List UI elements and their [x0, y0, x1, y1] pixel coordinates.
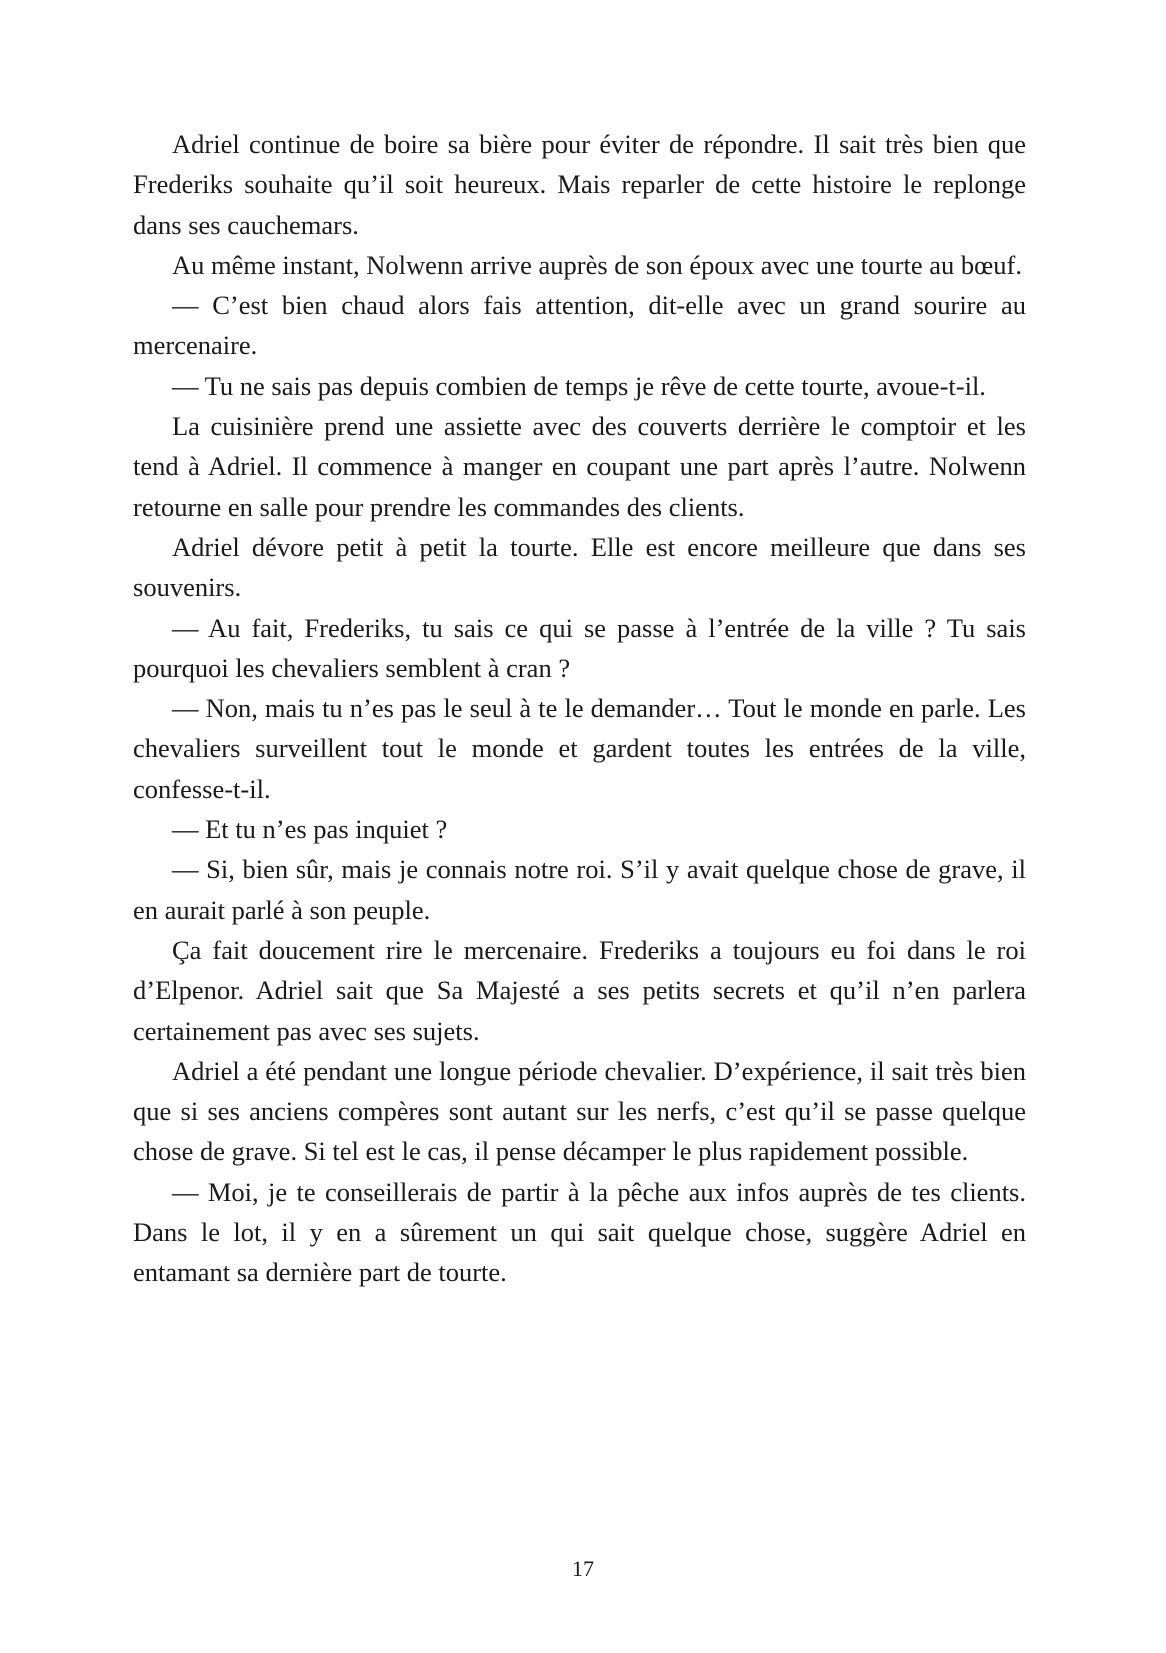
dialogue-line: — Et tu n’es pas inquiet ? — [172, 814, 448, 845]
dialogue-line: — Au fait, Frederiks, tu sais ce qui se passe à l’entrée de la ville ? Tu sais pourquoi les chevaliers semblent à cran ? — [133, 612, 1026, 683]
paragraph: Ça fait doucement rire le mercenaire. Frederiks a toujours eu foi dans le roi d’Elpenor. Adriel sait que Sa Majesté a ses petits secrets et qu’il n’en parlera certainement pas avec ses sujets. — [133, 934, 1026, 1046]
paragraph: Adriel a été pendant une longue période chevalier. D’expérience, il sait très bien que si ses anciens compères sont autant sur les nerfs, c’est qu’il se passe quelque chose de grave. Si tel est le cas, il pense décamper le plus rapidement possible. — [133, 1055, 1026, 1167]
dialogue-line: — C’est bien chaud alors fais attention, dit-elle avec un grand sourire au mercenaire. — [133, 290, 1026, 361]
page-number: 17 — [572, 1556, 594, 1581]
dialogue-line: — Si, bien sûr, mais je connais notre roi. S’il y avait quelque chose de grave, il en aurait parlé à son peuple. — [133, 854, 1026, 925]
paragraph: Adriel dévore petit à petit la tourte. Elle est encore meilleure que dans ses souvenirs. — [133, 531, 1026, 603]
paragraph: Au même instant, Nolwenn arrive auprès de son époux avec une tourte au bœuf. — [172, 249, 1022, 280]
dialogue-line: — Tu ne sais pas depuis combien de temps je rêve de cette tourte, avoue-t-il. — [172, 370, 986, 401]
dialogue-line: — Non, mais tu n’es pas le seul à te le demander… Tout le monde en parle. Les chevaliers surveillent tout le monde et gardent toutes les entrées de la ville, confesse-t-il. — [133, 693, 1026, 804]
paragraph: La cuisinière prend une assiette avec des couverts derrière le comptoir et les tend à Adriel. Il commence à manger en coupant une part après l’autre. Nolwenn retourne en salle pour prendre les commandes des clients. — [133, 411, 1026, 522]
paragraph: Adriel continue de boire sa bière pour éviter de répondre. Il sait très bien que Frederiks souhaite qu’il soit heureux. Mais reparler de cette histoire le replonge dans ses cauchemars. — [133, 129, 1026, 240]
body-text — [133, 124, 1026, 1293]
dialogue-line: — Moi, je te conseillerais de partir à la pêche aux infos auprès de tes clients. Dans le lot, il y en a sûrement un qui sait quelque chose, suggère Adriel en entamant sa dernière part de tourte. — [133, 1176, 1026, 1288]
